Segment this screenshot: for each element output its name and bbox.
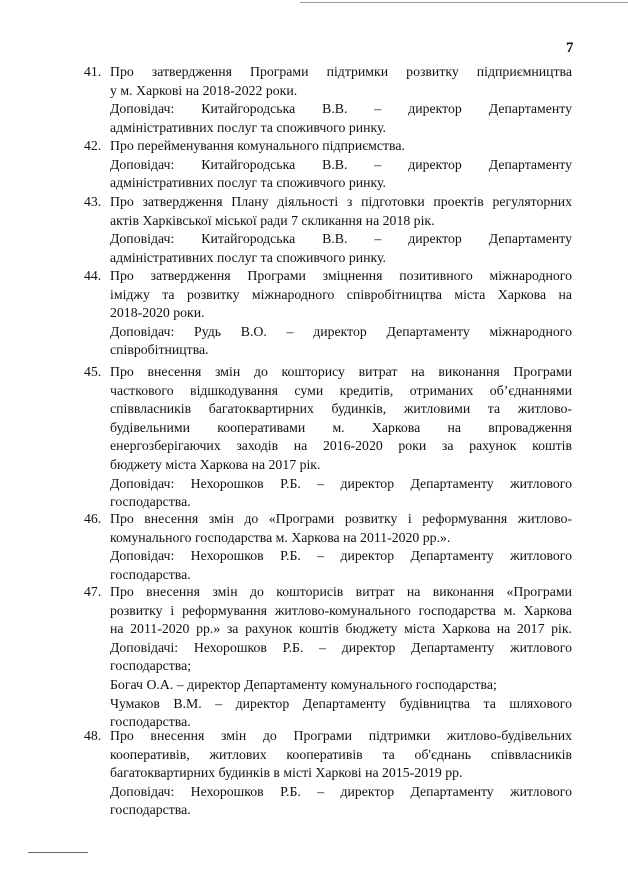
agenda-item-47	[84, 583, 572, 732]
item-number: 46.	[84, 511, 102, 526]
item-text-line: комунального господарства м. Харкова на 2011-2020 рр.».	[110, 529, 451, 545]
item-number: 42.	[84, 138, 102, 153]
item-text-line: адміністративних послуг та споживчого ринку.	[110, 119, 386, 135]
item-text-line: господарства.	[110, 494, 191, 510]
item-text-line: іміджу та розвитку міжнародного співробітництва міста Харкова на	[110, 286, 572, 302]
page-number: 7	[566, 40, 574, 56]
item-text-line: Доповідач: Нехорошков Р.Б. – директор Департаменту житлового	[110, 548, 572, 564]
agenda-item-42	[84, 137, 572, 193]
item-text-line: господарства;	[110, 658, 192, 674]
item-text-line: Доповідач: Китайгородська В.В. – директор Департаменту	[110, 156, 572, 172]
agenda-item-46	[84, 510, 572, 584]
item-text	[110, 510, 572, 584]
item-text	[110, 363, 572, 512]
item-text-line: на 2011-2020 рр.» за рахунок коштів бюджету міста Харкова на 2017 рік.	[110, 621, 572, 637]
agenda-item-45	[84, 363, 572, 512]
scan-edge-line	[300, 2, 628, 3]
item-text-line: Про затвердження Програми підтримки розвитку підприємництва	[110, 64, 572, 79]
item-text	[110, 583, 572, 732]
item-text-line: кооперативів, житлових кооперативів та об'єднань співвласників	[110, 746, 572, 762]
item-number: 48.	[84, 728, 102, 743]
item-text-line: господарства.	[110, 714, 191, 730]
item-text-line: Доповідач: Нехорошков Р.Б. – директор Департаменту житлового	[110, 475, 572, 491]
item-text-line: 2018-2020 роки.	[110, 305, 205, 321]
item-text-line: співробітництва.	[110, 342, 209, 358]
item-number: 45.	[84, 364, 102, 379]
item-text-line: актів Харківської міської ради 7 скликання на 2018 рік.	[110, 212, 435, 228]
item-text-line: Про внесення змін до кошторису витрат на виконання Програми	[110, 364, 572, 379]
item-text-line: адміністративних послуг та споживчого ринку.	[110, 249, 386, 265]
item-text-line: Доповідач: Китайгородська В.В. – директор Департаменту	[110, 231, 572, 247]
agenda-item-41	[84, 63, 572, 137]
item-text-line: часткового відшкодування суми кредитів, отриманих об’єднаннями	[110, 382, 572, 398]
agenda-item-43	[84, 193, 572, 267]
item-text-line: Доповідач: Китайгородська В.В. – директор Департаменту	[110, 101, 572, 117]
item-text-line: Про затвердження Програми зміцнення позитивного міжнародного	[110, 268, 572, 283]
item-text-line: господарства.	[110, 566, 191, 582]
item-text-line: Чумаков В.М. – директор Департаменту будівництва та шляхового	[110, 695, 572, 711]
item-text	[110, 267, 572, 360]
item-text-line: Доповідач: Нехорошков Р.Б. – директор Департаменту житлового	[110, 783, 572, 799]
item-text-line: співвласників багатоквартирних будинків, житловими та житлово-	[110, 401, 572, 417]
item-text-line: Богач О.А. – директор Департаменту комунального господарства;	[110, 676, 497, 692]
item-text-line: Доповідач: Рудь В.О. – директор Департаменту міжнародного	[110, 323, 572, 339]
scan-edge-line-bottom	[28, 852, 88, 853]
item-text	[110, 193, 572, 267]
item-number: 44.	[84, 268, 102, 283]
item-text-line: бюджету міста Харкова на 2017 рік.	[110, 456, 321, 472]
item-text	[110, 137, 572, 193]
item-number: 47.	[84, 584, 102, 599]
item-text	[110, 63, 572, 137]
item-text-line: багатоквартирних будинків в місті Харкові на 2015-2019 рр.	[110, 765, 463, 781]
item-text-line: адміністративних послуг та споживчого ринку.	[110, 175, 386, 191]
item-text-line: Про внесення змін до «Програми розвитку і реформування житлово-	[110, 511, 572, 526]
item-text-line: енергозберігаючих заходів на 2016-2020 роки за рахунок коштів	[110, 438, 572, 454]
item-text-line: розвитку і реформування житлово-комунального господарства м. Харкова	[110, 602, 572, 618]
item-text-line: Про внесення змін до кошторисів витрат на виконання «Програми	[110, 584, 572, 599]
item-text-line: Про внесення змін до Програми підтримки житлово-будівельних	[110, 728, 572, 743]
item-number: 41.	[84, 64, 102, 79]
item-text-line: Про затвердження Плану діяльності з підготовки проектів регуляторних	[110, 194, 572, 209]
agenda-item-44	[84, 267, 572, 360]
item-text	[110, 727, 572, 820]
item-text-line: Про перейменування комунального підприємства.	[110, 138, 405, 153]
item-text-line: Доповідачі: Нехорошков Р.Б. – директор Департаменту житлового	[110, 639, 572, 655]
item-text-line: у м. Харкові на 2018-2022 роки.	[110, 82, 298, 98]
item-number: 43.	[84, 194, 102, 209]
agenda-item-48	[84, 727, 572, 820]
item-text-line: будівельними кооперативами м. Харкова на впровадження	[110, 419, 572, 435]
item-text-line: господарства.	[110, 802, 191, 818]
